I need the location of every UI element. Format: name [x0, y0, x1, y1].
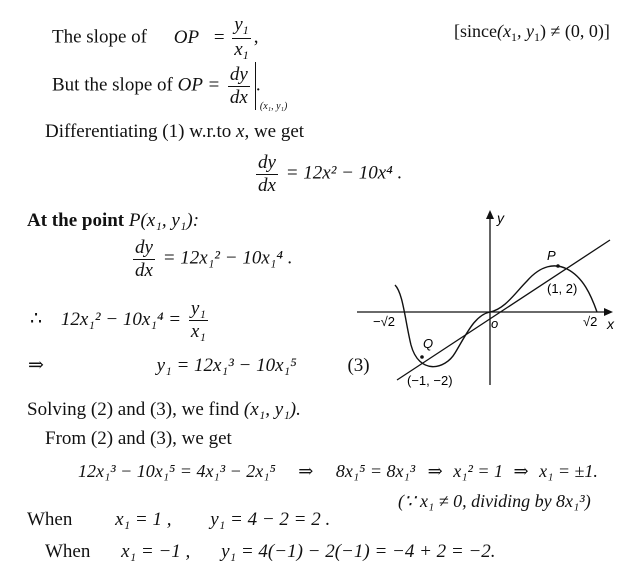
differentiating-line: Differentiating (1) w.r.to x, we get	[45, 121, 305, 142]
derivative-slope-line: But the slope of OP = $\frac{dy}{dx}$ (x₁, y₁) .	[52, 63, 288, 112]
dy-dx-fraction: $\frac{dy}{dx}$	[229, 63, 248, 108]
op-label: OP	[173, 26, 200, 48]
y1-over-x1-fraction: $\frac{y_1}{x_1}$	[234, 14, 249, 62]
equate-slopes-line: ∴ 12x₁² − 10x₁⁴ = $\frac{\text{y₁}}{\text{x₁}}$	[30, 298, 206, 342]
solving-line: Solving (2) and (3), we find (x₁, y₁).	[27, 399, 301, 420]
when-x1-negative: When x₁ = −1 , y₁ = 4(−1) − 2(−1) = −4 + 2 = −2.	[45, 541, 496, 562]
solution-chain: 12x₁³ − 10x₁⁵ = 4x₁³ − 2x₁⁵ ⇒ 8x₁⁵ = 8x₁³ ⇒ x₁² = 1 ⇒ x₁ = ±1.	[78, 461, 598, 481]
pos-root-label: √2	[583, 314, 598, 329]
p-coord-label: (1, 2)	[547, 281, 578, 296]
at-point-heading: At the point P(x₁, y₁):	[27, 210, 200, 231]
y-axis-arrow	[486, 210, 494, 219]
from-2-3-line: From (2) and (3), we get	[45, 428, 232, 449]
neg-root-label: −√2	[373, 314, 395, 329]
derivative-at-point: $\frac{dy}{dx}$ = 12x₁² − 10x₁⁴ .	[135, 237, 293, 281]
tangent-line	[397, 240, 610, 380]
line2-lead: But the slope of	[52, 74, 173, 96]
since-note: [$since(x_1$, $y_1) \ne (0$, 0)]	[454, 21, 610, 44]
y-axis-label: y	[497, 210, 504, 226]
line1-lead: The slope of	[52, 26, 147, 48]
point-p	[556, 264, 560, 268]
because-note: (∵ x₁ ≠ 0, dividing by 8x₁³)	[398, 491, 591, 511]
x-axis-arrow	[604, 308, 613, 316]
slope-op-line: The slope of OP = $\frac{y_1}{x_1}$ ,	[52, 14, 259, 62]
derivative-equation: $\frac{dy}{dx}$ = 12x² − 10x⁴ .	[258, 152, 403, 196]
curve-graph	[355, 205, 625, 390]
q-label: Q	[423, 336, 434, 351]
x-axis-label: x	[607, 316, 614, 332]
p-label: P	[547, 248, 556, 263]
when-x1-positive: When x₁ = 1 , y₁ = 4 − 2 = 2 .	[27, 509, 331, 530]
origin-label: o	[491, 316, 499, 331]
evaluation-bar: (x₁, y₁)	[255, 62, 256, 110]
q-coord-label: (−1, −2)	[407, 373, 453, 388]
point-q	[420, 355, 424, 359]
equation-3-line: ⇒ y₁ = 12x₁³ − 10x₁⁵ (3)	[28, 355, 370, 376]
